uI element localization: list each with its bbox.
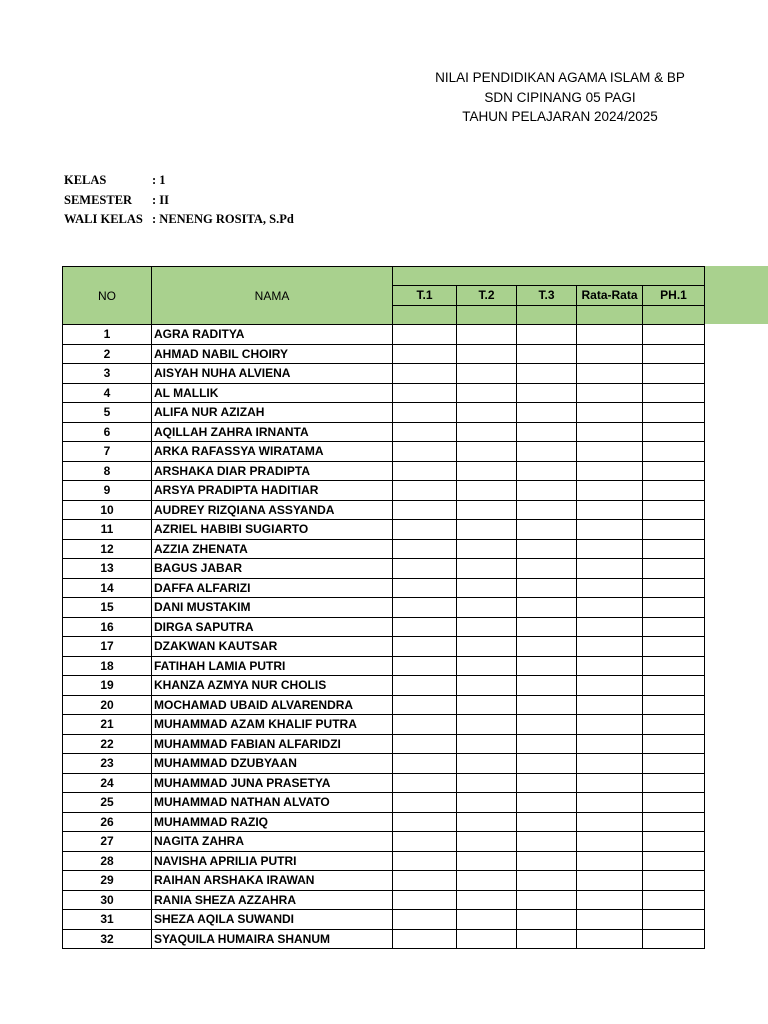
- score-cell[interactable]: [517, 832, 577, 852]
- student-name: MUHAMMAD JUNA PRASETYA: [152, 773, 393, 793]
- score-cell[interactable]: [643, 851, 705, 871]
- row-number: 27: [63, 832, 152, 852]
- score-cell[interactable]: [577, 539, 643, 559]
- score-cell[interactable]: [577, 637, 643, 657]
- student-name: SHEZA AQILA SUWANDI: [152, 910, 393, 930]
- row-number: 9: [63, 481, 152, 501]
- score-cell[interactable]: [577, 832, 643, 852]
- score-cell[interactable]: [457, 929, 517, 949]
- score-cell[interactable]: [577, 851, 643, 871]
- score-cell[interactable]: [457, 812, 517, 832]
- info-row-semester: [64, 191, 294, 211]
- score-cell[interactable]: [393, 812, 457, 832]
- table-row: [63, 559, 705, 579]
- table-row: [63, 695, 705, 715]
- score-cell[interactable]: [393, 851, 457, 871]
- row-number: 11: [63, 520, 152, 540]
- score-cell[interactable]: [393, 890, 457, 910]
- header-t3: T.3: [517, 286, 577, 306]
- score-cell[interactable]: [577, 656, 643, 676]
- score-cell[interactable]: [577, 578, 643, 598]
- score-cell[interactable]: [393, 539, 457, 559]
- score-cell[interactable]: [577, 676, 643, 696]
- score-cell[interactable]: [517, 578, 577, 598]
- score-cell[interactable]: [577, 559, 643, 579]
- student-name: ARSYA PRADIPTA HADITIAR: [152, 481, 393, 501]
- row-number: 32: [63, 929, 152, 949]
- score-cell[interactable]: [517, 539, 577, 559]
- table-row: [63, 364, 705, 384]
- score-cell[interactable]: [393, 871, 457, 891]
- table-row: [63, 403, 705, 423]
- score-cell[interactable]: [643, 520, 705, 540]
- score-cell[interactable]: [393, 442, 457, 462]
- student-name: ALIFA NUR AZIZAH: [152, 403, 393, 423]
- score-cell[interactable]: [457, 481, 517, 501]
- score-cell[interactable]: [457, 773, 517, 793]
- score-cell[interactable]: [577, 793, 643, 813]
- score-cell[interactable]: [577, 910, 643, 930]
- score-cell[interactable]: [393, 344, 457, 364]
- score-cell[interactable]: [457, 695, 517, 715]
- score-cell[interactable]: [393, 598, 457, 618]
- table-row: [63, 656, 705, 676]
- title-line-3: TAHUN PELAJARAN 2024/2025: [462, 109, 658, 124]
- score-cell[interactable]: [517, 871, 577, 891]
- row-number: 10: [63, 500, 152, 520]
- score-cell[interactable]: [517, 617, 577, 637]
- score-cell[interactable]: [393, 403, 457, 423]
- score-cell[interactable]: [517, 403, 577, 423]
- score-cell[interactable]: [577, 520, 643, 540]
- score-cell[interactable]: [457, 383, 517, 403]
- score-cell[interactable]: [577, 461, 643, 481]
- row-number: 7: [63, 442, 152, 462]
- score-cell[interactable]: [457, 910, 517, 930]
- header-no: NO: [63, 267, 152, 325]
- score-cell[interactable]: [393, 364, 457, 384]
- student-name: AISYAH NUHA ALVIENA: [152, 364, 393, 384]
- info-row-wali-kelas: [64, 210, 294, 230]
- score-cell[interactable]: [517, 500, 577, 520]
- score-cell[interactable]: [643, 578, 705, 598]
- student-name: ARKA RAFASSYA WIRATAMA: [152, 442, 393, 462]
- table-row: [63, 812, 705, 832]
- score-cell[interactable]: [457, 520, 517, 540]
- score-cell[interactable]: [393, 754, 457, 774]
- score-cell[interactable]: [517, 812, 577, 832]
- score-cell[interactable]: [577, 344, 643, 364]
- score-cell[interactable]: [517, 695, 577, 715]
- row-number: 17: [63, 637, 152, 657]
- header-blank-cell: [577, 305, 643, 325]
- score-cell[interactable]: [457, 715, 517, 735]
- score-cell[interactable]: [643, 344, 705, 364]
- score-cell[interactable]: [457, 559, 517, 579]
- score-cell[interactable]: [643, 422, 705, 442]
- table-row: [63, 617, 705, 637]
- score-cell[interactable]: [457, 793, 517, 813]
- score-cell[interactable]: [643, 559, 705, 579]
- score-cell[interactable]: [577, 929, 643, 949]
- score-cell[interactable]: [517, 461, 577, 481]
- score-cell[interactable]: [643, 383, 705, 403]
- title-line-2: SDN CIPINANG 05 PAGI: [484, 89, 636, 105]
- score-cell[interactable]: [457, 578, 517, 598]
- table-row: [63, 325, 705, 345]
- table-row: [63, 637, 705, 657]
- score-cell[interactable]: [643, 481, 705, 501]
- score-cell[interactable]: [457, 676, 517, 696]
- row-number: 13: [63, 559, 152, 579]
- score-cell[interactable]: [517, 325, 577, 345]
- student-name: MUHAMMAD NATHAN ALVATO: [152, 793, 393, 813]
- header-ph1: PH.1: [643, 286, 705, 306]
- row-number: 6: [63, 422, 152, 442]
- score-cell[interactable]: [517, 344, 577, 364]
- table-row: [63, 344, 705, 364]
- score-cell[interactable]: [577, 500, 643, 520]
- row-number: 12: [63, 539, 152, 559]
- info-row-kelas: [64, 171, 294, 191]
- score-cell[interactable]: [577, 715, 643, 735]
- score-cell[interactable]: [393, 637, 457, 657]
- table-row: [63, 910, 705, 930]
- score-cell[interactable]: [457, 754, 517, 774]
- table-row: [63, 481, 705, 501]
- score-cell[interactable]: [643, 773, 705, 793]
- info-value: : 1: [152, 173, 166, 187]
- info-value: : NENENG ROSITA, S.Pd: [152, 212, 294, 226]
- header-t1: T.1: [393, 286, 457, 306]
- score-cell[interactable]: [517, 715, 577, 735]
- score-cell[interactable]: [643, 871, 705, 891]
- row-number: 1: [63, 325, 152, 345]
- table-row: [63, 754, 705, 774]
- student-name: AZRIEL HABIBI SUGIARTO: [152, 520, 393, 540]
- score-cell[interactable]: [517, 559, 577, 579]
- score-cell[interactable]: [643, 364, 705, 384]
- score-cell[interactable]: [393, 520, 457, 540]
- score-cell[interactable]: [517, 851, 577, 871]
- row-number: 4: [63, 383, 152, 403]
- score-cell[interactable]: [643, 325, 705, 345]
- score-cell[interactable]: [643, 500, 705, 520]
- grades-table: [62, 266, 705, 949]
- table-row: [63, 890, 705, 910]
- table-row: [63, 715, 705, 735]
- student-name: FATIHAH LAMIA PUTRI: [152, 656, 393, 676]
- score-cell[interactable]: [643, 695, 705, 715]
- score-cell[interactable]: [517, 773, 577, 793]
- score-cell[interactable]: [577, 734, 643, 754]
- row-number: 3: [63, 364, 152, 384]
- score-cell[interactable]: [577, 617, 643, 637]
- score-cell[interactable]: [517, 656, 577, 676]
- student-name: AL MALLIK: [152, 383, 393, 403]
- student-name: MUHAMMAD RAZIQ: [152, 812, 393, 832]
- row-number: 24: [63, 773, 152, 793]
- score-cell[interactable]: [517, 793, 577, 813]
- score-cell[interactable]: [577, 890, 643, 910]
- student-name: KHANZA AZMYA NUR CHOLIS: [152, 676, 393, 696]
- score-cell[interactable]: [393, 578, 457, 598]
- score-cell[interactable]: [643, 442, 705, 462]
- score-cell[interactable]: [517, 481, 577, 501]
- table-row: [63, 676, 705, 696]
- student-name: DZAKWAN KAUTSAR: [152, 637, 393, 657]
- score-cell[interactable]: [577, 481, 643, 501]
- row-number: 30: [63, 890, 152, 910]
- student-name: DIRGA SAPUTRA: [152, 617, 393, 637]
- score-cell[interactable]: [457, 890, 517, 910]
- score-cell[interactable]: [393, 325, 457, 345]
- score-cell[interactable]: [393, 481, 457, 501]
- score-cell[interactable]: [393, 461, 457, 481]
- row-number: 5: [63, 403, 152, 423]
- table-row: [63, 851, 705, 871]
- score-cell[interactable]: [393, 715, 457, 735]
- score-cell[interactable]: [393, 910, 457, 930]
- score-cell[interactable]: [643, 812, 705, 832]
- score-cell[interactable]: [393, 734, 457, 754]
- table-row: [63, 929, 705, 949]
- student-name: MUHAMMAD AZAM KHALIF PUTRA: [152, 715, 393, 735]
- score-cell[interactable]: [393, 676, 457, 696]
- document-title: [360, 68, 760, 127]
- row-number: 16: [63, 617, 152, 637]
- score-cell[interactable]: [457, 422, 517, 442]
- row-number: 19: [63, 676, 152, 696]
- score-cell[interactable]: [517, 754, 577, 774]
- score-cell[interactable]: [643, 734, 705, 754]
- student-name: AZZIA ZHENATA: [152, 539, 393, 559]
- score-cell[interactable]: [457, 364, 517, 384]
- info-label: SEMESTER: [64, 192, 133, 207]
- score-cell[interactable]: [457, 851, 517, 871]
- row-number: 28: [63, 851, 152, 871]
- score-cell[interactable]: [457, 871, 517, 891]
- table-row: [63, 422, 705, 442]
- score-cell[interactable]: [643, 929, 705, 949]
- row-number: 8: [63, 461, 152, 481]
- score-cell[interactable]: [517, 364, 577, 384]
- score-cell[interactable]: [457, 637, 517, 657]
- header-t2: T.2: [457, 286, 517, 306]
- score-cell[interactable]: [643, 461, 705, 481]
- student-name: DANI MUSTAKIM: [152, 598, 393, 618]
- table-row: [63, 520, 705, 540]
- score-cell[interactable]: [457, 461, 517, 481]
- table-body: [63, 325, 705, 949]
- row-number: 23: [63, 754, 152, 774]
- student-name: MOCHAMAD UBAID ALVARENDRA: [152, 695, 393, 715]
- student-name: ARSHAKA DIAR PRADIPTA: [152, 461, 393, 481]
- score-cell[interactable]: [643, 637, 705, 657]
- score-cell[interactable]: [643, 715, 705, 735]
- score-cell[interactable]: [517, 383, 577, 403]
- row-number: 25: [63, 793, 152, 813]
- score-cell[interactable]: [393, 832, 457, 852]
- table-row: [63, 461, 705, 481]
- score-cell[interactable]: [577, 598, 643, 618]
- student-name: AHMAD NABIL CHOIRY: [152, 344, 393, 364]
- score-cell[interactable]: [577, 695, 643, 715]
- score-cell[interactable]: [577, 383, 643, 403]
- student-name: MUHAMMAD DZUBYAAN: [152, 754, 393, 774]
- score-cell[interactable]: [393, 617, 457, 637]
- table-row: [63, 539, 705, 559]
- info-value: : II: [152, 192, 170, 207]
- score-cell[interactable]: [643, 890, 705, 910]
- score-cell[interactable]: [643, 656, 705, 676]
- student-name: AQILLAH ZAHRA IRNANTA: [152, 422, 393, 442]
- table-row: [63, 500, 705, 520]
- score-cell[interactable]: [577, 442, 643, 462]
- score-cell[interactable]: [457, 403, 517, 423]
- score-cell[interactable]: [457, 325, 517, 345]
- score-cell[interactable]: [577, 754, 643, 774]
- score-cell[interactable]: [457, 656, 517, 676]
- title-line-1: NILAI PENDIDIKAN AGAMA ISLAM & BP: [435, 70, 685, 85]
- score-cell[interactable]: [517, 676, 577, 696]
- row-number: 14: [63, 578, 152, 598]
- row-number: 20: [63, 695, 152, 715]
- score-cell[interactable]: [457, 539, 517, 559]
- row-number: 26: [63, 812, 152, 832]
- score-cell[interactable]: [643, 910, 705, 930]
- score-cell[interactable]: [457, 598, 517, 618]
- score-cell[interactable]: [393, 559, 457, 579]
- row-number: 18: [63, 656, 152, 676]
- row-number: 2: [63, 344, 152, 364]
- score-cell[interactable]: [393, 500, 457, 520]
- score-cell[interactable]: [517, 910, 577, 930]
- score-cell[interactable]: [393, 422, 457, 442]
- student-name: MUHAMMAD FABIAN ALFARIDZI: [152, 734, 393, 754]
- table-row: [63, 598, 705, 618]
- score-cell[interactable]: [643, 754, 705, 774]
- header-rata-rata: Rata-Rata: [577, 286, 643, 306]
- student-name: BAGUS JABAR: [152, 559, 393, 579]
- table-row: [63, 578, 705, 598]
- table-row: [63, 734, 705, 754]
- score-cell[interactable]: [393, 793, 457, 813]
- table-row: [63, 773, 705, 793]
- score-cell[interactable]: [643, 617, 705, 637]
- table-row: [63, 793, 705, 813]
- student-name: RANIA SHEZA AZZAHRA: [152, 890, 393, 910]
- score-cell[interactable]: [457, 500, 517, 520]
- table-row: [63, 442, 705, 462]
- row-number: 21: [63, 715, 152, 735]
- row-number: 29: [63, 871, 152, 891]
- score-cell[interactable]: [643, 793, 705, 813]
- info-label: WALI KELAS: [64, 212, 143, 226]
- score-cell[interactable]: [577, 422, 643, 442]
- score-cell[interactable]: [457, 617, 517, 637]
- score-cell[interactable]: [577, 812, 643, 832]
- class-info: [64, 171, 294, 230]
- student-name: NAVISHA APRILIA PUTRI: [152, 851, 393, 871]
- score-cell[interactable]: [393, 773, 457, 793]
- student-name: RAIHAN ARSHAKA IRAWAN: [152, 871, 393, 891]
- score-cell[interactable]: [577, 773, 643, 793]
- score-cell[interactable]: [643, 832, 705, 852]
- info-label: KELAS: [64, 173, 107, 187]
- score-cell[interactable]: [517, 520, 577, 540]
- score-cell[interactable]: [577, 871, 643, 891]
- header-blank-cell: [393, 305, 457, 325]
- score-cell[interactable]: [643, 676, 705, 696]
- header-group-cell: [393, 267, 705, 286]
- row-number: 15: [63, 598, 152, 618]
- header-fill-strip: [704, 266, 768, 324]
- score-cell[interactable]: [517, 734, 577, 754]
- score-cell[interactable]: [517, 637, 577, 657]
- score-cell[interactable]: [393, 383, 457, 403]
- row-number: 22: [63, 734, 152, 754]
- score-cell[interactable]: [393, 929, 457, 949]
- score-cell[interactable]: [577, 403, 643, 423]
- score-cell[interactable]: [517, 929, 577, 949]
- score-cell[interactable]: [393, 656, 457, 676]
- score-cell[interactable]: [577, 364, 643, 384]
- score-cell[interactable]: [643, 598, 705, 618]
- student-name: DAFFA ALFARIZI: [152, 578, 393, 598]
- score-cell[interactable]: [577, 325, 643, 345]
- table-row: [63, 871, 705, 891]
- score-cell[interactable]: [457, 344, 517, 364]
- header-blank-cell: [517, 305, 577, 325]
- score-cell[interactable]: [393, 695, 457, 715]
- student-name: NAGITA ZAHRA: [152, 832, 393, 852]
- header-blank-cell: [457, 305, 517, 325]
- table-row: [63, 383, 705, 403]
- student-name: AUDREY RIZQIANA ASSYANDA: [152, 500, 393, 520]
- header-nama: NAMA: [152, 267, 393, 325]
- student-name: SYAQUILA HUMAIRA SHANUM: [152, 929, 393, 949]
- header-blank-cell: [643, 305, 705, 325]
- row-number: 31: [63, 910, 152, 930]
- score-cell[interactable]: [643, 539, 705, 559]
- table-row: [63, 832, 705, 852]
- score-cell[interactable]: [517, 598, 577, 618]
- score-cell[interactable]: [457, 832, 517, 852]
- score-cell[interactable]: [517, 442, 577, 462]
- score-cell[interactable]: [643, 403, 705, 423]
- score-cell[interactable]: [517, 422, 577, 442]
- student-name: AGRA RADITYA: [152, 325, 393, 345]
- score-cell[interactable]: [457, 734, 517, 754]
- score-cell[interactable]: [517, 890, 577, 910]
- score-cell[interactable]: [457, 442, 517, 462]
